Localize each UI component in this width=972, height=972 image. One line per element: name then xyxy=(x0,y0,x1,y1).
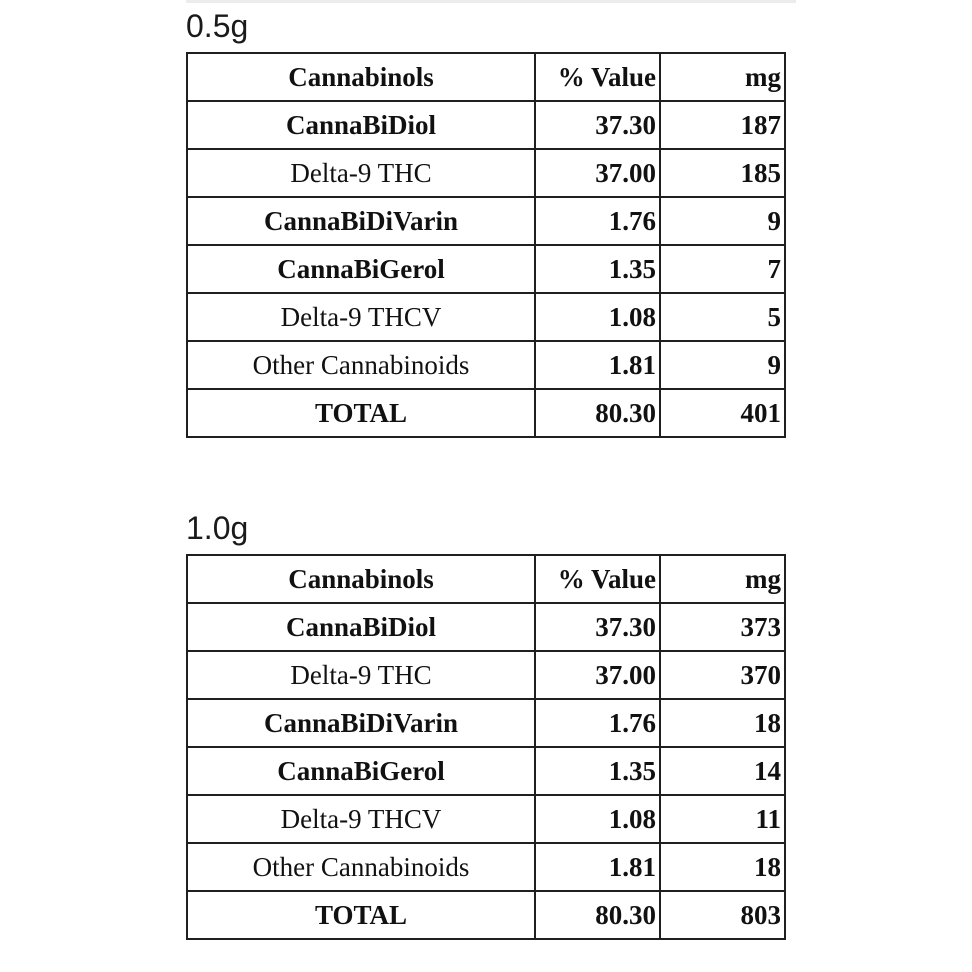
mg-value: 7 xyxy=(660,245,785,293)
percent-value: 1.08 xyxy=(535,795,660,843)
percent-value: 1.35 xyxy=(535,245,660,293)
cannabinoid-name: CannaBiGerol xyxy=(187,245,535,293)
percent-value: 37.00 xyxy=(535,149,660,197)
cannabinoid-name: CannaBiGerol xyxy=(187,747,535,795)
cannabinoid-name: CannaBiDiol xyxy=(187,101,535,149)
table-total-row xyxy=(187,891,785,939)
percent-value: 1.08 xyxy=(535,293,660,341)
cannabinoid-name: Delta-9 THC xyxy=(187,149,535,197)
table-row xyxy=(187,149,785,197)
header-cannabinols: Cannabinols xyxy=(187,53,535,101)
percent-value: 1.76 xyxy=(535,699,660,747)
mg-value: 5 xyxy=(660,293,785,341)
mg-value: 9 xyxy=(660,197,785,245)
table-header-row xyxy=(187,53,785,101)
cannabinoid-name: Delta-9 THCV xyxy=(187,795,535,843)
total-percent-value: 80.30 xyxy=(535,389,660,437)
mg-value: 18 xyxy=(660,843,785,891)
percent-value: 1.81 xyxy=(535,341,660,389)
mg-value: 187 xyxy=(660,101,785,149)
cannabinoid-name: CannaBiDiVarin xyxy=(187,699,535,747)
table-header-row xyxy=(187,555,785,603)
cannabinoid-name: Other Cannabinoids xyxy=(187,341,535,389)
table-row xyxy=(187,603,785,651)
table-total-row xyxy=(187,389,785,437)
dosage-section-1-0g xyxy=(186,508,784,940)
mg-value: 370 xyxy=(660,651,785,699)
table-row xyxy=(187,795,785,843)
mg-value: 185 xyxy=(660,149,785,197)
cannabinoid-name: Delta-9 THC xyxy=(187,651,535,699)
table-row xyxy=(187,197,785,245)
percent-value: 37.00 xyxy=(535,651,660,699)
dosage-section-0-5g xyxy=(186,6,784,438)
cannabinoid-name: Delta-9 THCV xyxy=(187,293,535,341)
percent-value: 1.76 xyxy=(535,197,660,245)
section-title: 1.0g xyxy=(186,510,249,546)
header-percent-value: % Value xyxy=(535,555,660,603)
section-title: 0.5g xyxy=(186,8,249,44)
table-row xyxy=(187,245,785,293)
header-percent-value: % Value xyxy=(535,53,660,101)
table-row xyxy=(187,651,785,699)
cannabinoid-name: CannaBiDiVarin xyxy=(187,197,535,245)
table-row xyxy=(187,293,785,341)
percent-value: 37.30 xyxy=(535,101,660,149)
total-label: TOTAL xyxy=(187,389,535,437)
table-row xyxy=(187,341,785,389)
cannabinoid-table xyxy=(186,554,786,940)
percent-value: 1.81 xyxy=(535,843,660,891)
header-mg: mg xyxy=(660,555,785,603)
mg-value: 11 xyxy=(660,795,785,843)
mg-value: 9 xyxy=(660,341,785,389)
cannabinoid-table xyxy=(186,52,786,438)
total-label: TOTAL xyxy=(187,891,535,939)
percent-value: 1.35 xyxy=(535,747,660,795)
mg-value: 373 xyxy=(660,603,785,651)
table-row xyxy=(187,843,785,891)
mg-value: 14 xyxy=(660,747,785,795)
table-row xyxy=(187,101,785,149)
total-mg-value: 401 xyxy=(660,389,785,437)
table-row xyxy=(187,747,785,795)
percent-value: 37.30 xyxy=(535,603,660,651)
table-row xyxy=(187,699,785,747)
cannabinoid-name: CannaBiDiol xyxy=(187,603,535,651)
total-percent-value: 80.30 xyxy=(535,891,660,939)
total-mg-value: 803 xyxy=(660,891,785,939)
top-divider xyxy=(186,0,796,3)
header-cannabinols: Cannabinols xyxy=(187,555,535,603)
cannabinoid-name: Other Cannabinoids xyxy=(187,843,535,891)
mg-value: 18 xyxy=(660,699,785,747)
header-mg: mg xyxy=(660,53,785,101)
